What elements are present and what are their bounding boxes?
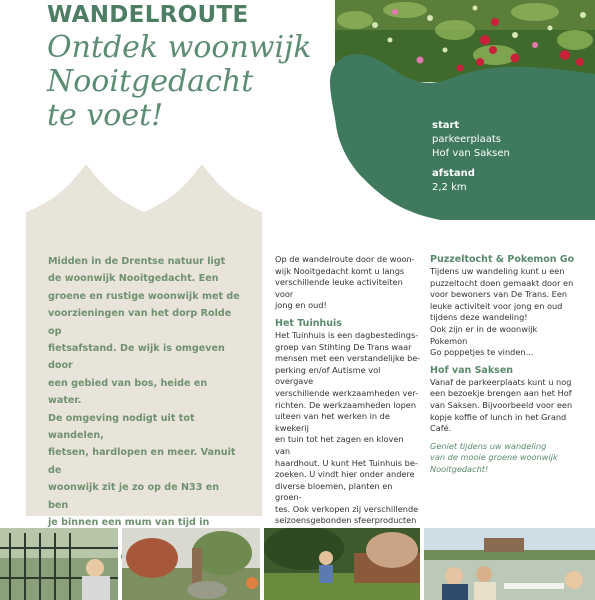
col-line: wijk Nooitgedacht komt u langs bbox=[275, 265, 405, 276]
col-line: verschillende werkzaamheden ver- bbox=[275, 387, 419, 398]
col-line: zoeken. U vindt hier onder andere bbox=[275, 469, 415, 480]
photo-fence-child bbox=[0, 528, 118, 600]
col-line: van Saksen. Bijvoorbeeld voor een bbox=[430, 399, 573, 410]
col-line: diverse bloemen, planten en groen- bbox=[275, 480, 393, 503]
intro-line: De omgeving nodigt uit tot wandelen, bbox=[48, 412, 195, 442]
col-line: perking en/of Autisme vol overgave bbox=[275, 364, 381, 387]
distance-label: afstand bbox=[432, 168, 475, 179]
start-value: parkeerplaats bbox=[432, 134, 501, 145]
start-value: Hof van Saksen bbox=[432, 148, 510, 159]
col-line: en tuin tot het zagen en kloven van bbox=[275, 434, 404, 456]
title-line: Nooitgedacht bbox=[47, 64, 254, 99]
col-line: tes. Ook verkopen zij verschillende bbox=[275, 503, 419, 514]
col-line: mensen met een verstandelijke be- bbox=[275, 353, 421, 364]
col-line: haardhout. U kunt Het Tuinhuis be- bbox=[275, 457, 418, 468]
intro-line: Midden in de Drentse natuur ligt bbox=[48, 256, 226, 267]
intro-line: groene en rustige woonwijk met de bbox=[48, 290, 240, 302]
kicker-label: WANDELROUTE bbox=[47, 2, 249, 28]
col-line: Ook zijn er in de woonwijk Pokemon bbox=[430, 323, 538, 346]
photo-terrace bbox=[424, 528, 595, 600]
intro-line: de woonwijk Nooitgedacht. Een bbox=[48, 273, 219, 285]
closing-line: Nooitgedacht! bbox=[430, 463, 489, 474]
tuinhuis-heading: Het Tuinhuis bbox=[275, 317, 342, 329]
intro-line: voorzieningen van het dorp Rolde op bbox=[48, 308, 232, 337]
start-label: start bbox=[432, 120, 460, 131]
col-line: Go poppetjes te vinden... bbox=[430, 347, 534, 358]
closing-line: van de mooie groene woonwijk bbox=[430, 452, 558, 463]
col-line: groep van Stihting De Trans waar bbox=[275, 341, 412, 352]
intro-line: een gebied van bos, heide en water. bbox=[48, 377, 208, 407]
col-line: leuke activiteit voor jong en oud bbox=[430, 300, 563, 311]
distance-value: 2,2 km bbox=[432, 182, 467, 193]
col-line: richten. De werkzaamheden lopen bbox=[275, 399, 417, 410]
col-line: verschillende leuke activiteiten voor bbox=[275, 277, 403, 299]
intro-line: fietsafstand. De wijk is omgeven door bbox=[48, 343, 225, 372]
col-line: voor bewoners van De Trans. Een bbox=[430, 289, 568, 300]
col-line: Tijdens uw wandeling kunt u een bbox=[430, 266, 565, 276]
intro-text bbox=[48, 253, 240, 566]
intro-line: je binnen een mum van tijd in bbox=[48, 517, 210, 529]
col-line: Café. bbox=[430, 423, 452, 434]
route-info bbox=[432, 119, 510, 195]
col-line: uiteen van het werken in de kwekerij bbox=[275, 411, 390, 433]
col-line: kopje koffie of lunch in het Grand bbox=[430, 411, 567, 422]
col-line: seizoensgebonden sfeerproducten bbox=[275, 515, 417, 526]
col-line: een bezoekje brengen aan het Hof bbox=[430, 388, 572, 399]
col-line: puzzeltocht doen gemaakt door en bbox=[430, 277, 574, 288]
column-right bbox=[430, 254, 576, 476]
col-line: jong en oud! bbox=[275, 300, 327, 311]
col-line: tijdens deze wandeling! bbox=[430, 312, 528, 323]
col-line: Vanaf de parkeerplaats kunt u nog bbox=[430, 376, 572, 387]
col-line: Het Tuinhuis is een dagbestedings- bbox=[275, 329, 419, 340]
closing-line: Geniet tijdens uw wandeling bbox=[430, 440, 547, 451]
column-middle bbox=[275, 254, 421, 573]
intro-line: woonwijk zit je zo op de N33 en ben bbox=[48, 482, 220, 511]
page-title bbox=[47, 31, 312, 133]
photo-tree-garden bbox=[122, 528, 260, 600]
title-line: Ontdek woonwijk bbox=[47, 30, 312, 65]
intro-line: fietsen, hardlopen en meer. Vanuit de bbox=[48, 447, 236, 476]
puzzel-heading: Puzzeltocht & Pokemon Go bbox=[430, 254, 575, 265]
col-line: Op de wandelroute door de woon- bbox=[275, 254, 415, 264]
hof-heading: Hof van Saksen bbox=[430, 364, 514, 376]
title-line: te voet! bbox=[47, 98, 164, 133]
photo-child-bench bbox=[264, 528, 420, 600]
